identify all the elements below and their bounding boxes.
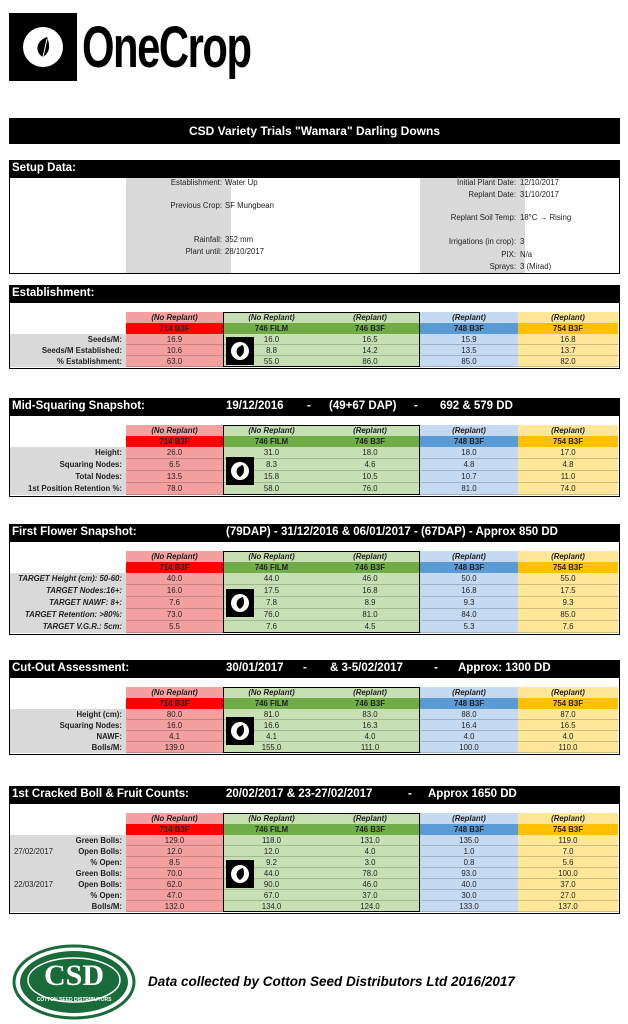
- setup-value: N/a: [520, 250, 533, 259]
- onecrop-mini-icon: [226, 457, 254, 485]
- data-cell: 16.0: [166, 586, 183, 595]
- data-cell: 111.0: [360, 743, 380, 752]
- data-cell: 16.5: [362, 335, 378, 344]
- variety-label: 748 B3F: [454, 324, 484, 333]
- data-cell: 27.0: [560, 891, 576, 900]
- row-divider: [126, 752, 620, 753]
- brand-name: OneCrop: [82, 15, 251, 80]
- group-date: 22/03/2017: [14, 880, 54, 889]
- data-cell: 40.0: [461, 880, 477, 889]
- setup-label: PIX:: [501, 250, 516, 259]
- variety-label: 714 B3F: [159, 825, 190, 834]
- setup-label: Rainfall:: [193, 235, 222, 244]
- treatment-label: (No Replant): [248, 814, 295, 823]
- variety-label: 746 FILM: [254, 699, 289, 708]
- data-cell: 76.0: [362, 484, 378, 493]
- data-cell: 155.0: [261, 743, 282, 752]
- data-cell: 14.2: [362, 346, 378, 355]
- treatment-label: (Replant): [452, 426, 486, 435]
- data-cell: 16.0: [263, 335, 280, 344]
- data-cell: 81.0: [263, 710, 280, 719]
- data-cell: 100.0: [558, 869, 578, 878]
- data-cell: 118.0: [262, 836, 281, 845]
- data-cell: 46.0: [362, 574, 378, 583]
- variety-label: 746 FILM: [254, 563, 289, 572]
- setup-label: Replant Soil Temp:: [450, 213, 516, 222]
- data-cell: 4.1: [169, 732, 180, 741]
- treatment-label: (Replant): [551, 426, 585, 435]
- variety-label: 746 B3F: [355, 825, 385, 834]
- setup-value: 28/10/2017: [225, 247, 265, 256]
- csd-logo-subtext: COTTON SEED DISTRIBUTORS: [36, 997, 112, 1003]
- cutout-dash: -: [434, 662, 438, 674]
- data-cell: 87.0: [560, 710, 576, 719]
- variety-label: 748 B3F: [454, 699, 484, 708]
- data-cell: 8.5: [169, 858, 180, 867]
- data-cell: 8.9: [364, 598, 376, 607]
- data-cell: 12.0: [263, 847, 280, 856]
- cracked-dd: Approx 1650 DD: [428, 788, 517, 800]
- variety-label: 754 B3F: [553, 324, 583, 333]
- row-label: Green Bolls:: [75, 869, 122, 878]
- data-cell: 55.0: [560, 574, 576, 583]
- data-cell: 37.0: [362, 891, 378, 900]
- group-date: 27/02/2017: [14, 847, 54, 856]
- row-divider: [126, 494, 620, 495]
- data-cell: 44.0: [263, 869, 280, 878]
- variety-label: 746 FILM: [254, 324, 289, 333]
- treatment-label: (No Replant): [151, 426, 198, 435]
- data-cell: 15.8: [263, 472, 280, 481]
- data-cell: 16.0: [166, 721, 183, 730]
- row-label: % Open:: [90, 891, 122, 900]
- row-label: Seeds/M Established:: [41, 346, 122, 355]
- data-cell: 16.8: [362, 586, 378, 595]
- row-label: TARGET Nodes:16+:: [46, 586, 122, 595]
- setup-value: SF Mungbean: [225, 201, 274, 210]
- data-cell: 44.0: [263, 574, 280, 583]
- row-label: NAWF:: [96, 732, 122, 741]
- data-cell: 100.0: [459, 743, 479, 752]
- leaf-logo-icon: [23, 27, 63, 67]
- data-cell: 83.0: [362, 710, 378, 719]
- data-cell: 47.0: [166, 891, 183, 900]
- setup-value: 31/10/2017: [520, 190, 560, 199]
- data-cell: 134.0: [261, 902, 282, 911]
- data-cell: 46.0: [362, 880, 378, 889]
- data-cell: 11.0: [560, 472, 576, 481]
- data-cell: 9.2: [266, 858, 277, 867]
- data-cell: 26.0: [166, 448, 183, 457]
- treatment-label: (Replant): [353, 688, 387, 697]
- midsquare-date: 19/12/2016: [226, 400, 284, 412]
- data-cell: 73.0: [166, 610, 183, 619]
- row-label: Height:: [95, 448, 122, 457]
- row-label: Squaring Nodes:: [59, 460, 122, 469]
- setup-value: Water Up: [225, 178, 258, 187]
- row-label: TARGET Retention: >80%:: [24, 610, 122, 619]
- data-cell: 58.0: [263, 484, 280, 493]
- variety-label: 714 B3F: [159, 324, 190, 333]
- row-label: TARGET NAWF: 8+:: [49, 598, 122, 607]
- cutout-dash: -: [303, 662, 307, 674]
- midsquare-heading: Mid-Squaring Snapshot:: [12, 400, 145, 412]
- data-cell: 85.0: [461, 357, 477, 366]
- treatment-label: (Replant): [452, 552, 486, 561]
- treatment-label: (Replant): [551, 814, 585, 823]
- variety-label: 746 B3F: [355, 437, 385, 446]
- setup-value: 352 mm: [225, 235, 254, 244]
- onecrop-mini-icon: [226, 337, 254, 365]
- cracked-dates: 20/02/2017 & 23-27/02/2017: [226, 788, 373, 800]
- treatment-label: (Replant): [452, 313, 486, 322]
- variety-label: 748 B3F: [454, 563, 484, 572]
- variety-label: 754 B3F: [553, 437, 583, 446]
- data-cell: 7.6: [562, 622, 574, 631]
- data-cell: 70.0: [166, 869, 183, 878]
- row-label: Height (cm):: [76, 710, 122, 719]
- treatment-label: (No Replant): [151, 688, 198, 697]
- data-cell: 17.5: [263, 586, 280, 595]
- row-label: TARGET Height (cm): 50-60:: [18, 574, 122, 583]
- data-cell: 9.3: [562, 598, 574, 607]
- setup-label: Irrigations (in crop):: [448, 237, 516, 246]
- cutout-date: 30/01/2017: [226, 662, 284, 674]
- data-cell: 16.3: [362, 721, 378, 730]
- row-label: Bolls/M:: [91, 902, 122, 911]
- data-cell: 30.0: [461, 891, 477, 900]
- setup-value: 3: [520, 237, 525, 246]
- cutout-dates2: & 3-5/02/2017: [330, 662, 403, 674]
- data-cell: 8.3: [266, 460, 277, 469]
- data-cell: 81.0: [461, 484, 477, 493]
- data-cell: 15.9: [461, 335, 477, 344]
- setup-heading: Setup Data:: [9, 160, 620, 177]
- row-label: Squaring Nodes:: [59, 721, 122, 730]
- data-cell: 16.9: [166, 335, 183, 344]
- data-cell: 129.0: [164, 836, 185, 845]
- data-cell: 82.0: [560, 357, 576, 366]
- data-cell: 81.0: [362, 610, 378, 619]
- row-label: Open Bolls:: [78, 847, 122, 856]
- data-cell: 7.6: [266, 622, 277, 631]
- treatment-label: (No Replant): [151, 313, 198, 322]
- midsquare-dash: -: [307, 400, 311, 412]
- data-cell: 10.6: [166, 346, 183, 355]
- data-cell: 7.0: [562, 847, 574, 856]
- row-label: TARGET V.G.R.: 5cm:: [42, 622, 122, 631]
- row-divider: [126, 911, 620, 912]
- cutout-heading: Cut-Out Assessment:: [12, 662, 130, 674]
- data-cell: 16.4: [461, 721, 477, 730]
- data-cell: 16.8: [461, 586, 477, 595]
- onecrop-mini-icon: [226, 860, 254, 888]
- variety-label: 754 B3F: [553, 563, 583, 572]
- variety-label: 754 B3F: [553, 699, 583, 708]
- treatment-label: (No Replant): [248, 313, 295, 322]
- data-cell: 12.0: [166, 847, 183, 856]
- setup-label: Replant Date:: [468, 190, 516, 199]
- treatment-label: (No Replant): [248, 552, 295, 561]
- data-cell: 3.0: [364, 858, 376, 867]
- establishment-heading-bar: [9, 285, 620, 302]
- row-divider: [126, 366, 620, 367]
- data-cell: 74.0: [560, 484, 576, 493]
- data-cell: 9.3: [463, 598, 475, 607]
- data-cell: 13.7: [560, 346, 576, 355]
- row-label: % Open:: [90, 858, 122, 867]
- row-label: Green Bolls:: [75, 836, 122, 845]
- setup-label: Previous Crop:: [170, 201, 222, 210]
- variety-label: 714 B3F: [159, 437, 190, 446]
- treatment-label: (Replant): [551, 552, 585, 561]
- setup-value: 3 (Mirad): [520, 262, 552, 271]
- data-cell: 135.0: [459, 836, 479, 845]
- data-cell: 131.0: [360, 836, 380, 845]
- variety-label: 714 B3F: [159, 563, 190, 572]
- cracked-dash: -: [408, 788, 412, 800]
- setup-label: Establishment:: [170, 178, 222, 187]
- row-label: Bolls/M:: [91, 743, 122, 752]
- data-cell: 16.8: [560, 335, 576, 344]
- data-cell: 110.0: [558, 743, 578, 752]
- data-cell: 62.0: [166, 880, 183, 889]
- data-cell: 119.0: [558, 836, 578, 845]
- data-cell: 78.0: [166, 484, 183, 493]
- treatment-label: (Replant): [353, 814, 387, 823]
- row-label: Open Bolls:: [78, 880, 122, 889]
- setup-label: Sprays:: [489, 262, 516, 271]
- data-cell: 13.5: [166, 472, 183, 481]
- data-cell: 6.5: [169, 460, 180, 469]
- firstflower-heading: First Flower Snapshot:: [12, 526, 137, 538]
- setup-label: Plant until:: [185, 247, 222, 256]
- row-label: Seeds/M:: [87, 335, 122, 344]
- data-cell: 5.5: [169, 622, 180, 631]
- variety-label: 746 B3F: [355, 563, 385, 572]
- data-cell: 4.8: [562, 460, 574, 469]
- treatment-label: (Replant): [551, 688, 585, 697]
- row-label: % Establishment:: [57, 357, 122, 366]
- data-cell: 133.0: [459, 902, 479, 911]
- row-label: Total Nodes:: [75, 472, 122, 481]
- data-cell: 88.0: [461, 710, 477, 719]
- page-title: CSD Variety Trials "Wamara" Darling Downs: [9, 118, 620, 144]
- data-cell: 93.0: [461, 869, 477, 878]
- data-cell: 18.0: [362, 448, 378, 457]
- treatment-label: (No Replant): [151, 814, 198, 823]
- treatment-label: (Replant): [353, 426, 387, 435]
- data-cell: 4.0: [364, 847, 376, 856]
- midsquare-dd: 692 & 579 DD: [440, 400, 513, 412]
- establishment-heading: Establishment:: [12, 287, 95, 299]
- setup-label: Initial Plant Date:: [457, 178, 516, 187]
- variety-label: 714 B3F: [159, 699, 190, 708]
- data-cell: 90.0: [263, 880, 280, 889]
- variety-label: 754 B3F: [553, 825, 583, 834]
- treatment-label: (Replant): [551, 313, 585, 322]
- data-cell: 137.0: [558, 902, 578, 911]
- treatment-label: (Replant): [353, 313, 387, 322]
- treatment-label: (Replant): [452, 688, 486, 697]
- data-cell: 139.0: [164, 743, 185, 752]
- variety-label: 746 B3F: [355, 699, 385, 708]
- data-cell: 16.5: [560, 721, 576, 730]
- data-cell: 78.0: [362, 869, 378, 878]
- data-cell: 132.0: [164, 902, 185, 911]
- data-cell: 86.0: [362, 357, 378, 366]
- csd-logo: [12, 944, 136, 1020]
- data-cell: 10.5: [362, 472, 378, 481]
- data-cell: 8.8: [266, 346, 277, 355]
- firstflower-info: (79DAP) - 31/12/2016 & 06/01/2017 - (67DAP) - Approx 850 DD: [226, 526, 558, 538]
- data-cell: 124.0: [360, 902, 380, 911]
- data-cell: 7.8: [266, 598, 277, 607]
- variety-label: 746 FILM: [254, 437, 289, 446]
- data-cell: 4.0: [364, 732, 376, 741]
- onecrop-mini-icon: [226, 589, 254, 617]
- treatment-label: (No Replant): [248, 688, 295, 697]
- data-cell: 4.8: [463, 460, 475, 469]
- cutout-dd: Approx: 1300 DD: [458, 662, 551, 674]
- treatment-label: (Replant): [353, 552, 387, 561]
- midsquare-dash: -: [414, 400, 418, 412]
- data-cell: 55.0: [263, 357, 280, 366]
- data-cell: 4.0: [562, 732, 574, 741]
- data-cell: 16.6: [263, 721, 280, 730]
- data-cell: 85.0: [560, 610, 576, 619]
- variety-label: 748 B3F: [454, 437, 484, 446]
- data-cell: 63.0: [166, 357, 183, 366]
- data-cell: 5.3: [463, 622, 475, 631]
- data-cell: 31.0: [263, 448, 280, 457]
- treatment-label: (No Replant): [151, 552, 198, 561]
- data-cell: 80.0: [166, 710, 183, 719]
- row-divider: [126, 632, 620, 633]
- onecrop-logo: [9, 13, 77, 81]
- data-cell: 18.0: [461, 448, 477, 457]
- setup-value: 18°C → Rising: [520, 213, 572, 222]
- data-cell: 17.5: [560, 586, 576, 595]
- data-cell: 17.0: [560, 448, 576, 457]
- data-cell: 13.5: [461, 346, 477, 355]
- data-cell: 10.7: [461, 472, 477, 481]
- variety-label: 746 FILM: [254, 825, 289, 834]
- data-cell: 50.0: [461, 574, 477, 583]
- data-cell: 4.6: [364, 460, 376, 469]
- setup-value: 12/10/2017: [520, 178, 560, 187]
- midsquare-dap: (49+67 DAP): [329, 400, 397, 412]
- data-cell: 40.0: [166, 574, 183, 583]
- cracked-heading: 1st Cracked Boll & Fruit Counts:: [12, 788, 189, 800]
- treatment-label: (No Replant): [248, 426, 295, 435]
- variety-label: 748 B3F: [454, 825, 484, 834]
- variety-label: 746 B3F: [355, 324, 385, 333]
- data-cell: 84.0: [461, 610, 477, 619]
- data-cell: 7.6: [169, 598, 180, 607]
- onecrop-mini-icon: [226, 717, 254, 745]
- treatment-label: (Replant): [452, 814, 486, 823]
- data-cell: 4.5: [364, 622, 376, 631]
- data-cell: 5.6: [562, 858, 574, 867]
- data-cell: 1.0: [463, 847, 475, 856]
- data-cell: 37.0: [560, 880, 576, 889]
- row-label: 1st Position Retention %:: [27, 484, 122, 493]
- data-cell: 67.0: [263, 891, 280, 900]
- footer-text: Data collected by Cotton Seed Distributors Ltd 2016/2017: [148, 974, 515, 989]
- csd-logo-text: CSD: [43, 959, 104, 992]
- data-cell: 4.0: [463, 732, 475, 741]
- data-cell: 0.8: [463, 858, 475, 867]
- data-cell: 4.1: [266, 732, 277, 741]
- data-cell: 76.0: [263, 610, 280, 619]
